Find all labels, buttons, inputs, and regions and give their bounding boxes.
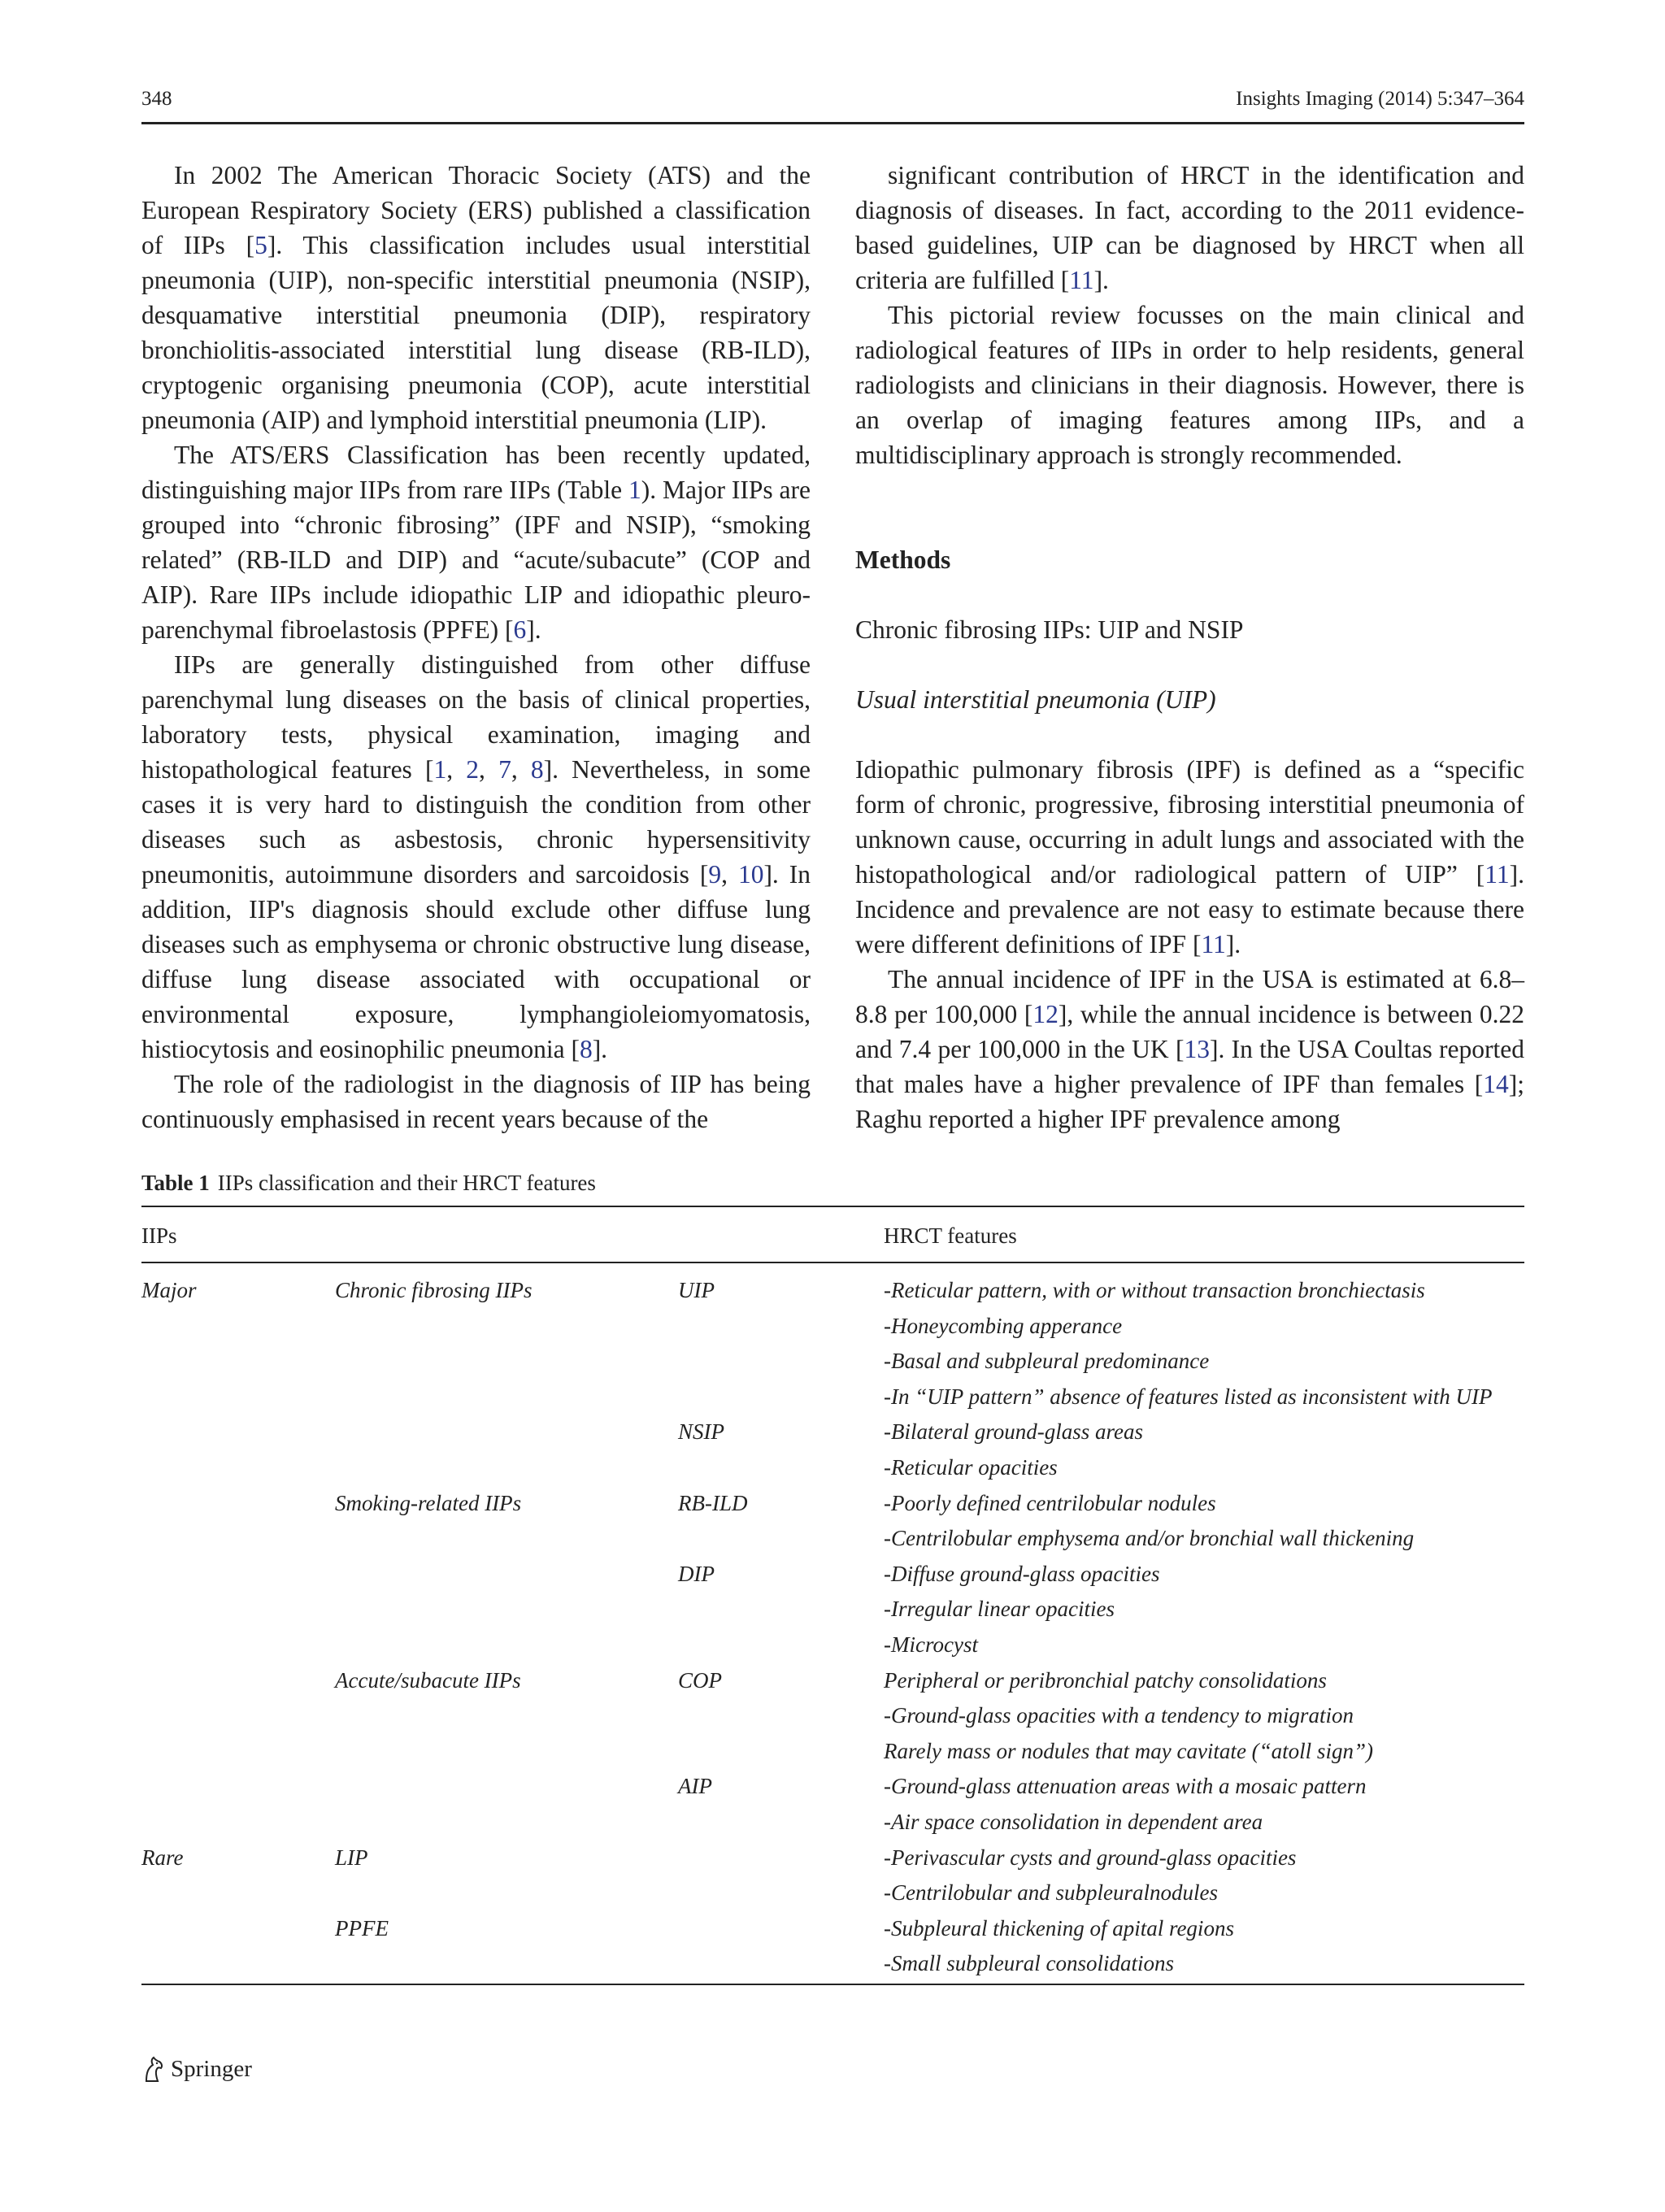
table-cell: AIP [678,1774,712,1799]
paragraph [141,1067,811,1136]
table-cell: Major [141,1278,197,1302]
citation-link[interactable]: 14 [1483,1070,1509,1098]
table-row [141,1880,1524,1916]
table-row [141,1384,1524,1420]
citation-link[interactable]: 9 [708,860,722,889]
text-run: ]. In the USA Coultas reported that males have a higher prevalence of IPF than females [ [855,1035,1524,1098]
text-run: The ATS/ERS Classification has been recently updated, distinguishing major IIPs from rare IIPs (Table [141,441,811,504]
table-row [141,1526,1524,1562]
text-run: , [511,755,531,784]
text-run: ). Major IIPs are grouped into “chronic fibrosing” (IPF and NSIP), “smoking related” (RB-ILD and DIP) and “acute/subacute” (COP and AIP). Rare IIPs include idiopathic LIP and idiopathic pleuro-parenchymal fibroelastosis (PPFE) [ [141,476,811,644]
citation-link[interactable]: 10 [737,860,764,889]
right-column [855,158,1524,1136]
subsubsection-heading: Usual interstitial pneumonia (UIP) [855,685,1216,714]
section-heading-methods: Methods [855,545,951,574]
text-run: Idiopathic pulmonary fibrosis (IPF) is defined as a “specific form of chronic, progressive, fibrosing interstitial pneumonia of unknown cause, occurring in adult lungs and associated with the histopathological and/or radiological pattern of UIP” [ [855,755,1524,889]
citation-link[interactable]: 11 [1069,266,1094,294]
table-row [141,1349,1524,1384]
table-row [141,1845,1524,1881]
table-top-rule [141,1206,1524,1207]
table-cell: -Ground-glass attenuation areas with a mosaic pattern [884,1774,1367,1799]
table-caption [141,1171,596,1196]
text-run: IIPs are generally distinguished from other diffuse parenchymal lung diseases on the basis of clinical properties, laboratory tests, physical examination, imaging and histopathological features [ [141,650,811,784]
citation-link[interactable]: 11 [1201,930,1226,958]
table-row [141,1810,1524,1845]
table-row [141,1951,1524,1987]
table-cell: Peripheral or peribronchial patchy consolidations [884,1667,1327,1693]
table-cell: -Subpleural thickening of apital regions [884,1915,1234,1940]
table-cell: -Diffuse ground-glass opacities [884,1561,1160,1586]
table-cell: -Perivascular cysts and ground-glass opacities [884,1845,1297,1870]
citation-link[interactable]: 12 [1032,1000,1059,1028]
table-row [141,1419,1524,1455]
text-run: , [721,860,738,889]
citation-link[interactable]: 6 [513,615,527,644]
paragraph [855,158,1524,298]
citation-link[interactable]: 11 [1485,860,1510,889]
springer-horse-icon [141,2055,166,2083]
text-run: ]. [526,615,541,644]
table-row [141,1668,1524,1704]
text-run: ], while the annual incidence is between 0.22 and 7.4 per 100,000 in the UK [ [855,1000,1524,1063]
table-caption-text: IIPs classification and their HRCT features [217,1171,596,1195]
text-run: This pictorial review focusses on the main clinical and radiological features of IIPs in order to help residents, general radiologists and clinicians in their diagnosis. However, there is an overlap of imaging features among IIPs, and a multidisciplinary approach is strongly recommended. [855,301,1524,469]
table-header-rule [141,1262,1524,1263]
table-row [141,1455,1524,1491]
table-header-iips: IIPs [141,1223,177,1248]
table-cell: -Microcyst [884,1632,978,1657]
table-cell: -Bilateral ground-glass areas [884,1419,1143,1445]
table-bottom-rule [141,1984,1524,1985]
publisher-name: Springer [171,2055,252,2082]
table-cell: -Honeycombing apperance [884,1313,1123,1338]
table-cell: -Centrilobular and subpleuralnodules [884,1880,1218,1906]
text-run: ]. Nevertheless, in some cases it is very hard to distinguish the condition from other diseases such as asbestosis, chronic hypersensitivity pneumonitis, autoimmune disorders and sarcoidosis [ [141,755,811,889]
table-cell: -Air space consolidation in dependent area [884,1809,1263,1834]
table-row [141,1597,1524,1632]
table-cell: Smoking-related IIPs [335,1490,522,1515]
paragraph [855,962,1524,1136]
page-number: 348 [141,88,172,110]
table-cell: LIP [335,1845,368,1870]
citation-link[interactable]: 8 [530,755,544,784]
table-cell: Rarely mass or nodules that may cavitate (“atoll sign”) [884,1738,1373,1763]
table-cell: -Reticular opacities [884,1454,1058,1480]
table-row [141,1278,1524,1314]
paragraph [141,647,811,1067]
table-row [141,1562,1524,1597]
table-cell: -Irregular linear opacities [884,1597,1115,1622]
table-cell: -Small subpleural consolidations [884,1951,1174,1976]
table-cell: -Ground-glass opacities with a tendency to migration [884,1703,1354,1728]
table-cell: Chronic fibrosing IIPs [335,1278,533,1302]
table-row [141,1314,1524,1349]
text-run: In 2002 The American Thoracic Society (ATS) and the European Respiratory Society (ERS) published a classification of IIPs [ [141,161,811,259]
publisher-footer [141,2055,252,2083]
text-run: ]; Raghu reported a higher IPF prevalence among [855,1070,1524,1133]
table-cell: -Basal and subpleural predominance [884,1349,1210,1374]
paragraph [141,437,811,647]
table-cell: UIP [678,1278,715,1302]
citation-link[interactable]: 13 [1184,1035,1210,1063]
citation-link[interactable]: 1 [628,476,641,504]
text-run: The annual incidence of IPF in the USA is estimated at 6.8–8.8 per 100,000 [ [855,965,1524,1028]
citation-link[interactable]: 2 [466,755,480,784]
text-run: ]. Incidence and prevalence are not easy to estimate because there were different definitions of IPF [ [855,860,1524,958]
table-cell: -In “UIP pattern” absence of features listed as inconsistent with UIP [884,1384,1493,1409]
table-cell: Accute/subacute IIPs [335,1667,521,1693]
citation-link[interactable]: 8 [579,1035,593,1063]
table-cell: NSIP [678,1419,724,1445]
right-body-paragraphs [855,752,1524,1136]
text-run: , [479,755,499,784]
table-row [141,1632,1524,1668]
table-header-hrct: HRCT features [884,1223,1017,1248]
table-row [141,1774,1524,1810]
table-cell: Rare [141,1845,184,1870]
table-label: Table 1 [141,1171,210,1195]
table-row [141,1491,1524,1527]
right-intro-paragraphs [855,158,1524,472]
table-row [141,1703,1524,1739]
text-run: , [446,755,467,784]
left-paragraphs [141,158,811,1136]
journal-reference: Insights Imaging (2014) 5:347–364 [1236,88,1524,110]
text-run: ]. This classification includes usual interstitial pneumonia (UIP), non-specific interstitial pneumonia (NSIP), desquamative interstitial pneumonia (DIP), respiratory bronchiolitis-associated interstitial lung disease (RB-ILD), cryptogenic organising pneumonia (COP), acute interstitial pneumonia (AIP) and lymphoid interstitial pneumonia (LIP). [141,231,811,434]
text-run: ]. [592,1035,608,1063]
left-column [141,158,811,1136]
table-row [141,1916,1524,1952]
paragraph [855,752,1524,962]
header-rule [141,122,1524,124]
table-cell: -Reticular pattern, with or without transaction bronchiectasis [884,1278,1425,1302]
paragraph [855,298,1524,472]
table-body [141,1278,1524,1987]
table-cell: COP [678,1667,722,1693]
text-run: ]. [1225,930,1241,958]
text-run: ]. In addition, IIP's diagnosis should exclude other diffuse lung diseases such as emphysema or chronic obstructive lung disease, diffuse lung disease associated with occupational or environmental exposure, lymphangioleiomyomatosis, histiocytosis and eosinophilic pneumonia [ [141,860,811,1063]
text-run: significant contribution of HRCT in the identification and diagnosis of diseases. In fact, according to the 2011 evidence-based guidelines, UIP can be diagnosed by HRCT when all criteria are fulfilled [ [855,161,1524,294]
table-cell: PPFE [335,1915,389,1940]
citation-link[interactable]: 5 [254,231,267,259]
table-cell: -Centrilobular emphysema and/or bronchial wall thickening [884,1526,1415,1551]
table-cell: -Poorly defined centrilobular nodules [884,1490,1216,1515]
citation-link[interactable]: 1 [433,755,447,784]
text-run: The role of the radiologist in the diagnosis of IIP has being continuously emphasised in recent years because of the [141,1070,811,1133]
subsection-heading: Chronic fibrosing IIPs: UIP and NSIP [855,615,1244,644]
table-cell: DIP [678,1561,715,1586]
table-cell: RB-ILD [678,1490,748,1515]
citation-link[interactable]: 7 [498,755,511,784]
running-header [141,88,1524,120]
paragraph [141,158,811,437]
table-row [141,1739,1524,1775]
text-run: ]. [1093,266,1109,294]
